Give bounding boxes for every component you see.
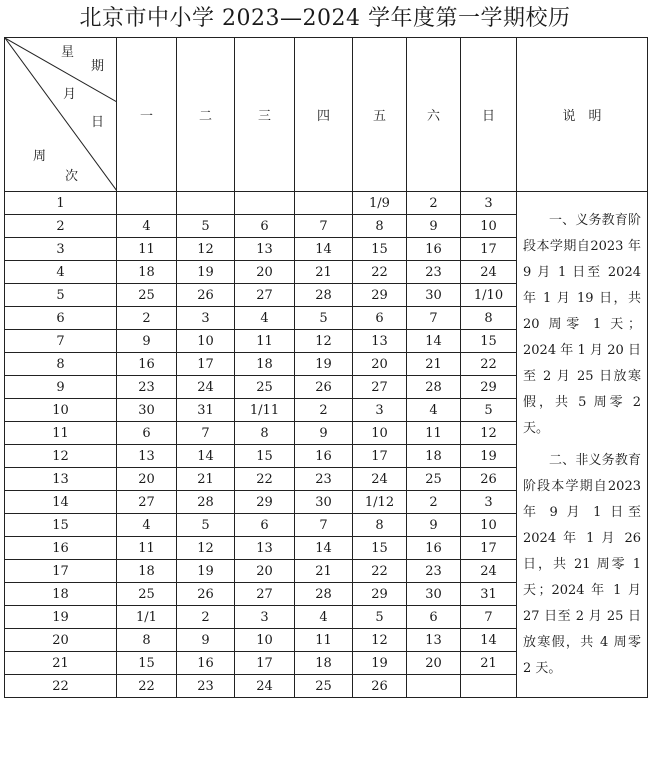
week-number-cell: 1 (5, 192, 117, 215)
date-cell: 24 (235, 675, 295, 698)
date-cell: 8 (117, 629, 177, 652)
date-cell: 29 (461, 376, 517, 399)
date-cell: 27 (235, 284, 295, 307)
date-cell: 21 (295, 261, 353, 284)
date-cell: 6 (407, 606, 461, 629)
date-cell: 23 (295, 468, 353, 491)
page-title: 北京市中小学 2023—2024 学年度第一学期校历 (79, 6, 571, 31)
date-cell: 8 (235, 422, 295, 445)
date-cell: 14 (177, 445, 235, 468)
date-cell: 6 (353, 307, 407, 330)
date-cell: 24 (461, 560, 517, 583)
date-cell: 2 (407, 192, 461, 215)
date-cell: 16 (295, 445, 353, 468)
date-cell: 15 (235, 445, 295, 468)
date-cell: 20 (235, 261, 295, 284)
date-cell: 5 (461, 399, 517, 422)
day-header-mon: 一 (117, 38, 177, 192)
date-cell: 23 (407, 261, 461, 284)
note-paragraph: 二、非义务教育阶段本学期自2023 年 9 月 1 日至 2024 年 1 月 26 日，共 21 周零 1 天；2024 年 1 月 27 日至 2 月 25 日放寒假，共 4 周零 2 天。 (523, 452, 641, 676)
date-cell: 12 (353, 629, 407, 652)
day-header-wed: 三 (235, 38, 295, 192)
date-cell (117, 192, 177, 215)
date-cell: 17 (461, 537, 517, 560)
date-cell: 2 (177, 606, 235, 629)
date-cell: 11 (235, 330, 295, 353)
date-cell: 16 (407, 537, 461, 560)
date-cell: 5 (295, 307, 353, 330)
week-number-cell: 18 (5, 583, 117, 606)
date-cell: 1/1 (117, 606, 177, 629)
date-cell: 9 (407, 514, 461, 537)
school-calendar-table (4, 37, 648, 698)
date-cell: 24 (461, 261, 517, 284)
corner-label-ci: 次 (65, 169, 79, 184)
date-cell: 11 (407, 422, 461, 445)
date-cell: 16 (177, 652, 235, 675)
date-cell: 9 (117, 330, 177, 353)
date-cell: 15 (353, 537, 407, 560)
day-header-thu: 四 (295, 38, 353, 192)
date-cell: 12 (461, 422, 517, 445)
date-cell: 1/10 (461, 284, 517, 307)
date-cell: 21 (177, 468, 235, 491)
week-number-cell: 20 (5, 629, 117, 652)
date-cell: 14 (295, 537, 353, 560)
date-cell: 12 (177, 537, 235, 560)
date-cell: 18 (235, 353, 295, 376)
date-cell: 16 (117, 353, 177, 376)
notes-cell (517, 192, 648, 698)
date-cell: 25 (117, 284, 177, 307)
week-number-cell: 14 (5, 491, 117, 514)
week-number-cell: 11 (5, 422, 117, 445)
date-cell: 3 (235, 606, 295, 629)
week-number-cell: 7 (5, 330, 117, 353)
date-cell: 18 (117, 261, 177, 284)
date-cell: 9 (177, 629, 235, 652)
note-paragraph: 一、义务教育阶段本学期自2023 年 9 月 1 日至 2024 年 1 月 19 日，共 20 周零 1 天；2024 年 1 月 20 日至 2 月 25 日放寒假，共 5 周零 2 天。 (523, 212, 641, 436)
week-number-cell: 17 (5, 560, 117, 583)
date-cell: 2 (117, 307, 177, 330)
date-cell: 1/11 (235, 399, 295, 422)
week-number-cell: 3 (5, 238, 117, 261)
week-number-cell: 8 (5, 353, 117, 376)
date-cell: 26 (353, 675, 407, 698)
date-cell: 4 (407, 399, 461, 422)
date-cell: 4 (235, 307, 295, 330)
date-cell: 18 (295, 652, 353, 675)
date-cell: 10 (235, 629, 295, 652)
date-cell: 7 (407, 307, 461, 330)
date-cell: 16 (407, 238, 461, 261)
date-cell: 28 (407, 376, 461, 399)
date-cell: 15 (461, 330, 517, 353)
week-number-cell: 12 (5, 445, 117, 468)
week-number-cell: 19 (5, 606, 117, 629)
date-cell: 22 (235, 468, 295, 491)
date-cell: 17 (353, 445, 407, 468)
date-cell: 7 (177, 422, 235, 445)
date-cell: 3 (461, 491, 517, 514)
date-cell: 3 (461, 192, 517, 215)
date-cell: 21 (407, 353, 461, 376)
corner-header-cell (5, 38, 117, 192)
date-cell: 11 (295, 629, 353, 652)
date-cell: 8 (353, 514, 407, 537)
corner-label-yue: 月 (63, 87, 77, 102)
date-cell: 2 (295, 399, 353, 422)
day-header-tue: 二 (177, 38, 235, 192)
date-cell: 17 (235, 652, 295, 675)
week-number-cell: 5 (5, 284, 117, 307)
date-cell: 30 (407, 284, 461, 307)
week-number-cell: 16 (5, 537, 117, 560)
date-cell: 22 (353, 560, 407, 583)
date-cell: 4 (117, 514, 177, 537)
date-cell: 1/9 (353, 192, 407, 215)
date-cell: 15 (117, 652, 177, 675)
date-cell: 3 (353, 399, 407, 422)
date-cell: 19 (295, 353, 353, 376)
date-cell: 4 (295, 606, 353, 629)
date-cell: 13 (353, 330, 407, 353)
date-cell: 26 (177, 583, 235, 606)
corner-label-qi: 期 (91, 59, 105, 74)
date-cell: 7 (295, 514, 353, 537)
day-header-sat: 六 (407, 38, 461, 192)
date-cell: 9 (295, 422, 353, 445)
date-cell: 20 (407, 652, 461, 675)
date-cell: 13 (235, 238, 295, 261)
date-cell: 29 (353, 583, 407, 606)
date-cell: 23 (407, 560, 461, 583)
date-cell: 8 (461, 307, 517, 330)
date-cell: 18 (407, 445, 461, 468)
week-number-cell: 9 (5, 376, 117, 399)
week-number-cell: 22 (5, 675, 117, 698)
date-cell: 12 (295, 330, 353, 353)
date-cell: 10 (177, 330, 235, 353)
date-cell: 20 (235, 560, 295, 583)
week-number-cell: 21 (5, 652, 117, 675)
date-cell: 12 (177, 238, 235, 261)
date-cell: 1/12 (353, 491, 407, 514)
date-cell: 25 (295, 675, 353, 698)
week-number-cell: 2 (5, 215, 117, 238)
day-header-fri: 五 (353, 38, 407, 192)
date-cell: 14 (461, 629, 517, 652)
date-cell: 17 (177, 353, 235, 376)
date-cell: 31 (461, 583, 517, 606)
date-cell: 28 (177, 491, 235, 514)
date-cell: 7 (461, 606, 517, 629)
date-cell: 30 (407, 583, 461, 606)
date-cell: 24 (353, 468, 407, 491)
date-cell: 22 (461, 353, 517, 376)
date-cell: 5 (353, 606, 407, 629)
date-cell: 14 (407, 330, 461, 353)
date-cell: 19 (177, 261, 235, 284)
date-cell: 23 (177, 675, 235, 698)
date-cell: 6 (117, 422, 177, 445)
date-cell: 2 (407, 491, 461, 514)
week-row (5, 192, 648, 215)
date-cell: 18 (117, 560, 177, 583)
date-cell: 22 (117, 675, 177, 698)
date-cell: 5 (177, 215, 235, 238)
date-cell: 11 (117, 537, 177, 560)
date-cell: 15 (353, 238, 407, 261)
date-cell: 7 (295, 215, 353, 238)
date-cell: 30 (295, 491, 353, 514)
date-cell: 31 (177, 399, 235, 422)
corner-label-zhou: 周 (33, 149, 47, 164)
notes-header: 说 明 (517, 38, 648, 192)
date-cell: 26 (177, 284, 235, 307)
date-cell: 10 (461, 215, 517, 238)
day-header-sun: 日 (461, 38, 517, 192)
date-cell (407, 675, 461, 698)
date-cell: 28 (295, 583, 353, 606)
date-cell: 10 (461, 514, 517, 537)
date-cell: 26 (461, 468, 517, 491)
date-cell: 25 (117, 583, 177, 606)
date-cell: 3 (177, 307, 235, 330)
date-cell: 26 (295, 376, 353, 399)
date-cell: 20 (117, 468, 177, 491)
date-cell (235, 192, 295, 215)
date-cell: 10 (353, 422, 407, 445)
date-cell: 13 (117, 445, 177, 468)
date-cell: 9 (407, 215, 461, 238)
date-cell: 27 (117, 491, 177, 514)
date-cell: 29 (235, 491, 295, 514)
week-number-cell: 4 (5, 261, 117, 284)
date-cell: 14 (295, 238, 353, 261)
date-cell: 19 (461, 445, 517, 468)
date-cell: 17 (461, 238, 517, 261)
date-cell: 13 (407, 629, 461, 652)
date-cell (177, 192, 235, 215)
date-cell: 8 (353, 215, 407, 238)
date-cell: 27 (353, 376, 407, 399)
week-number-cell: 15 (5, 514, 117, 537)
date-cell (295, 192, 353, 215)
date-cell: 13 (235, 537, 295, 560)
date-cell: 19 (177, 560, 235, 583)
date-cell: 22 (353, 261, 407, 284)
date-cell: 24 (177, 376, 235, 399)
date-cell: 25 (407, 468, 461, 491)
date-cell: 28 (295, 284, 353, 307)
date-cell: 21 (295, 560, 353, 583)
week-number-cell: 6 (5, 307, 117, 330)
date-cell: 23 (117, 376, 177, 399)
week-number-cell: 13 (5, 468, 117, 491)
date-cell: 21 (461, 652, 517, 675)
date-cell: 30 (117, 399, 177, 422)
date-cell: 6 (235, 514, 295, 537)
date-cell (461, 675, 517, 698)
date-cell: 29 (353, 284, 407, 307)
week-number-cell: 10 (5, 399, 117, 422)
date-cell: 25 (235, 376, 295, 399)
date-cell: 19 (353, 652, 407, 675)
date-cell: 4 (117, 215, 177, 238)
date-cell: 20 (353, 353, 407, 376)
date-cell: 5 (177, 514, 235, 537)
header-row (5, 38, 648, 192)
corner-label-star: 星 (61, 45, 75, 60)
date-cell: 6 (235, 215, 295, 238)
corner-label-ri: 日 (91, 115, 105, 130)
date-cell: 27 (235, 583, 295, 606)
date-cell: 11 (117, 238, 177, 261)
